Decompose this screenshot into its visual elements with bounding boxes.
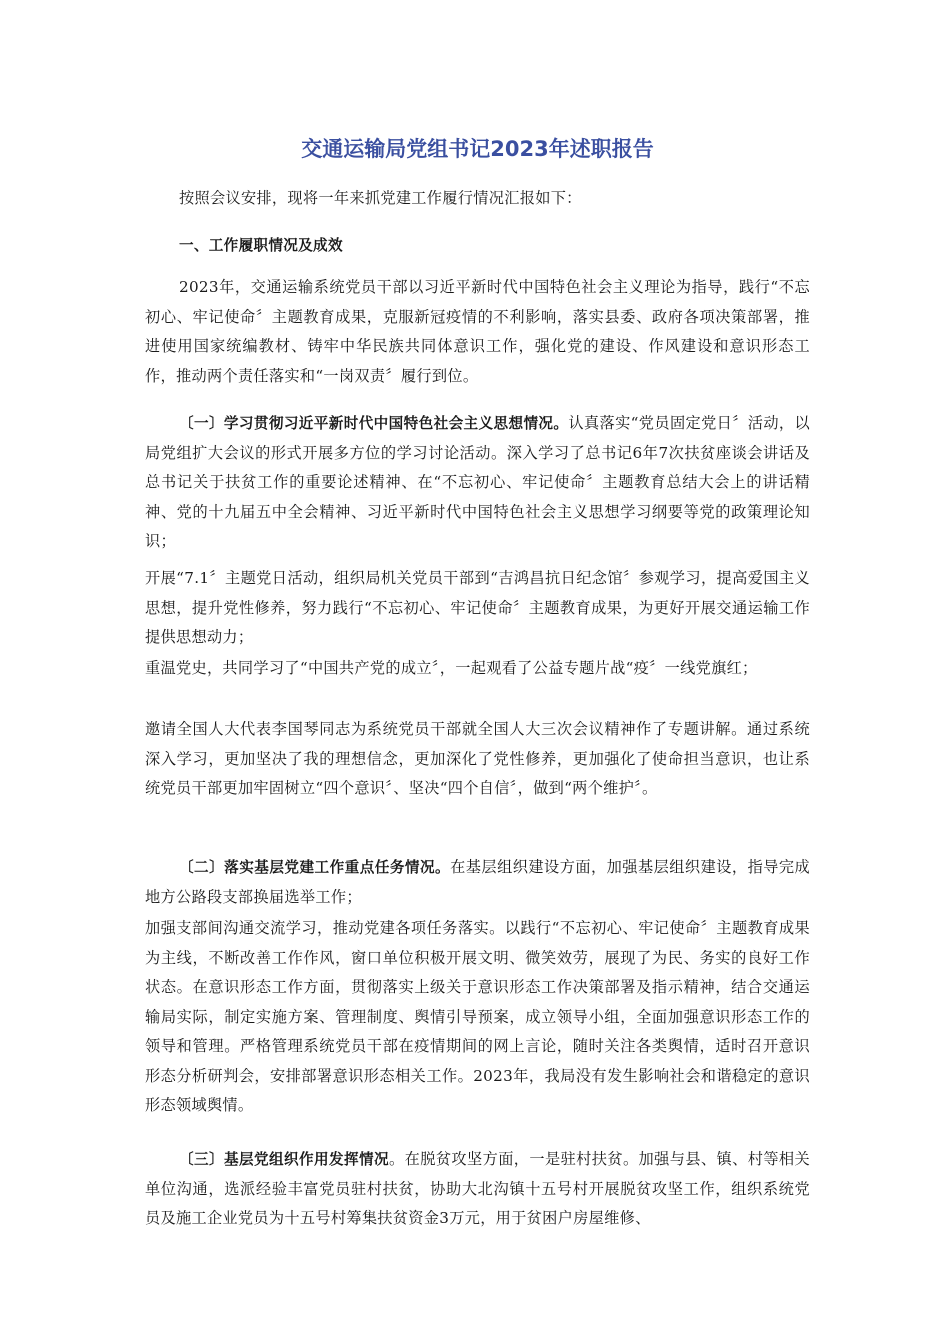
subsection-3-paragraph	[145, 1145, 810, 1234]
subsection-1-paragraph	[145, 409, 810, 557]
subsection-3-first-line: 。在脱贫攻坚方面，一是驻村扶贫。加强与县、镇、	[389, 1150, 748, 1168]
subsection-1-text: 日〞活动，以局党组扩大会议的形式开展多方位的学习讨论活动。深入学习了总书记6年7次扶贫座谈会讲话及总书记关于扶贫工作的重要论述精神、在“不忘初心、牢记使命〞主题教育总结大会上的讲话精神、党的十九届五中全会精神、习近平新时代中国特色社会主义思想学习纲要等党的政策理论知识；	[145, 414, 810, 550]
subsection-2-heading: 〔二〕落实基层党建工作重点任务情况。	[179, 859, 451, 876]
subsection-3-heading: 〔三〕基层党组织作用发挥情况	[179, 1151, 390, 1168]
subsection-2-first-line: 在基层组织建设方面，加强基层组织建设，	[450, 858, 748, 876]
section-1-paragraph: 2023年，交通运输系统党员干部以习近平新时代中国特色社会主义理论为指导，践行“不忘初心、牢记使命〞主题教育成果，克服新冠疫情的不利影响，落实县委、政府各项决策部署，推进使用国家统编教材、铸牢中华民族共同体意识工作，强化党的建设、作风建设和意识形态工作，推动两个责任落实和“一岗双责〞履行到位。	[145, 278, 810, 385]
subsection-1-paragraph-3: 重温党史，共同学习了“中国共产党的成立〞，一起观看了公益专题片战“疫〞一线党旗红；	[145, 659, 758, 677]
section-1-heading: 一、工作履职情况及成效	[179, 237, 343, 254]
subsection-2-text: 指导完成地方公路段支部换届选举工作；	[145, 858, 811, 906]
subsection-2-paragraph	[145, 853, 810, 912]
document-title: 交通运输局党组书记2023年述职报告	[301, 137, 654, 161]
subsection-1-paragraph-4: 邀请全国人大代表李国琴同志为系统党员干部就全国人大三次会议精神作了专题讲解。通过系统深入学习，更加坚决了我的理想信念，更加深化了党性修养，更加强化了使命担当意识，也让系统党员干部更加牢固树立“四个意识〞、坚决“四个自信〞，做到“两个维护〞。	[145, 720, 810, 797]
subsection-1-first-line: 认真落实“党员固定党	[568, 414, 717, 432]
subsection-1-heading: 〔一〕学习贯彻习近平新时代中国特色社会主义思想情况。	[179, 415, 569, 432]
subsection-2-paragraph-2: 加强支部间沟通交流学习，推动党建各项任务落实。以践行“不忘初心、牢记使命〞主题教育成果为主线，不断改善工作作风，窗口单位积极开展文明、微笑效劳，展现了为民、务实的良好工作状态。在意识形态工作方面，贯彻落实上级关于意识形态工作决策部署及指示精神，结合交通运输局实际，制定实施方案、管理制度、舆情引导预案，成立领导小组，全面加强意识形态工作的领导和管理。严格管理系统党员干部在疫情期间的网上言论，随时关注各类舆情，适时召开意识形态分析研判会，安排部署意识形态相关工作。2023年，我局没有发生影响社会和谐稳定的意识形态领域舆情。	[145, 919, 810, 1114]
subsection-3-text: 村等相关单位沟通，选派经验丰富党员驻村扶贫，协助大北沟镇十五号村开展脱贫攻坚工作，组织系统党员及施工企业党员为十五号村筹集扶贫资金3万元，用于贫困户房屋维修、	[145, 1150, 811, 1227]
subsection-1-paragraph-2: 开展“7.1〞主题党日活动，组织局机关党员干部到“吉鸿昌抗日纪念馆〞参观学习，提高爱国主义思想，提升党性修养，努力践行“不忘初心、牢记使命〞主题教育成果，为更好开展交通运输工作提供思想动力；	[145, 569, 810, 646]
intro-paragraph: 按照会议安排，现将一年来抓党建工作履行情况汇报如下：	[179, 189, 582, 207]
